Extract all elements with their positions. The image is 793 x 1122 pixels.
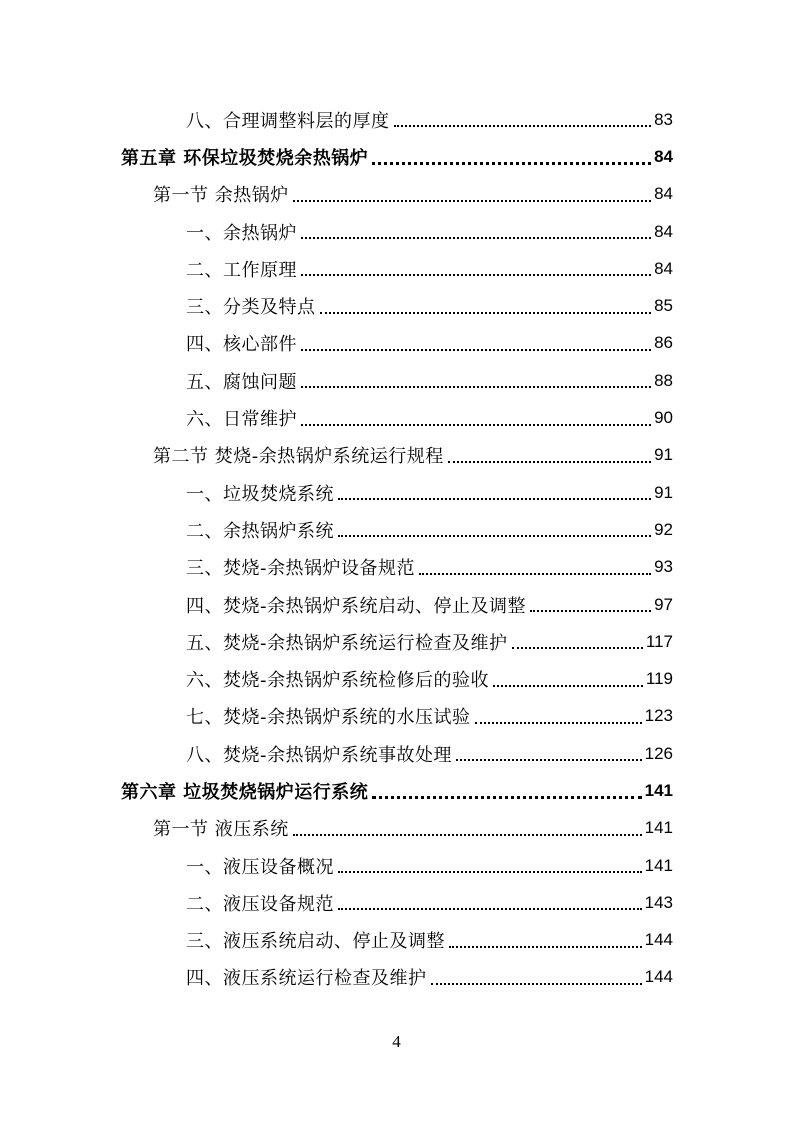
- dot-leader: [293, 833, 642, 836]
- dot-leader: [448, 460, 651, 463]
- toc-entry-label: 四、焚烧-余热锅炉系统启动、停止及调整: [186, 595, 526, 617]
- toc-entry-page-number: 86: [654, 333, 673, 353]
- dot-leader: [475, 721, 642, 724]
- toc-entry-item[interactable]: [0, 922, 673, 959]
- toc-entry-page-number: 84: [654, 258, 673, 278]
- toc-entry-section[interactable]: [0, 810, 673, 847]
- toc-entry-label: 一、垃圾焚烧系统: [186, 483, 334, 505]
- dot-leader: [419, 572, 651, 575]
- dot-leader: [338, 534, 651, 537]
- dot-leader: [394, 124, 652, 127]
- toc-entry-item[interactable]: [0, 549, 673, 586]
- toc-entry-page-number: 126: [644, 743, 673, 763]
- toc-entry-page-number: 93: [654, 557, 673, 577]
- toc-entry-label: 八、合理调整料层的厚度: [186, 110, 390, 132]
- toc-entry-label: 五、焚烧-余热锅炉系统运行检查及维护: [186, 632, 508, 654]
- toc-entry-page-number: 91: [654, 445, 673, 465]
- toc-entry-label: 七、焚烧-余热锅炉系统的水压试验: [186, 707, 471, 729]
- toc-entry-page-number: 143: [644, 892, 673, 912]
- toc-entry-page-number: 119: [645, 669, 673, 689]
- toc-entry-page-number: 92: [654, 519, 673, 539]
- toc-entry-item[interactable]: [0, 250, 673, 287]
- dot-leader: [512, 646, 643, 649]
- toc-entry-label: 第一节 余热锅炉: [153, 185, 289, 207]
- toc-entry-label: 三、分类及特点: [186, 297, 316, 319]
- toc-entry-item[interactable]: [0, 474, 673, 511]
- toc-entry-item[interactable]: [0, 847, 673, 884]
- toc-entry-label: 二、工作原理: [186, 259, 297, 281]
- dot-leader: [449, 945, 642, 948]
- toc-entry-label: 四、液压系统运行检查及维护: [186, 968, 427, 990]
- toc-entry-item[interactable]: [0, 101, 673, 138]
- toc-entry-item[interactable]: [0, 325, 673, 362]
- toc-entry-item[interactable]: [0, 586, 673, 623]
- page-number: 4: [392, 1032, 401, 1051]
- toc-entry-page-number: 90: [654, 408, 673, 428]
- toc-entry-page-number: 144: [644, 967, 673, 987]
- toc-entry-label: 四、核心部件: [186, 334, 297, 356]
- toc-entry-label: 第六章 垃圾焚烧锅炉运行系统: [121, 781, 369, 803]
- dot-leader: [372, 795, 641, 799]
- toc-entry-label: 八、焚烧-余热锅炉系统事故处理: [186, 744, 452, 766]
- toc-entry-page-number: 84: [654, 146, 673, 166]
- dot-leader: [301, 348, 651, 351]
- toc-entry-page-number: 141: [644, 855, 673, 875]
- toc-entry-page-number: 123: [644, 706, 673, 726]
- toc-entry-page-number: 84: [654, 184, 673, 204]
- dot-leader: [293, 199, 651, 202]
- toc-entry-item[interactable]: [0, 698, 673, 735]
- toc-entry-section[interactable]: [0, 437, 673, 474]
- toc-entry-page-number: 117: [645, 631, 673, 651]
- toc-entry-label: 三、液压系统启动、停止及调整: [186, 931, 445, 953]
- toc-entry-label: 第二节 焚烧-余热锅炉系统运行规程: [153, 446, 444, 468]
- dot-leader: [338, 870, 642, 873]
- toc-entry-item[interactable]: [0, 213, 673, 250]
- toc-entry-label: 六、日常维护: [186, 409, 297, 431]
- dot-leader: [301, 423, 651, 426]
- toc-entry-label: 五、腐蚀问题: [186, 371, 297, 393]
- toc-entry-label: 第五章 环保垃圾焚烧余热锅炉: [121, 147, 369, 169]
- toc-entry-page-number: 141: [644, 818, 673, 838]
- dot-leader: [493, 684, 643, 687]
- toc-entry-page-number: 88: [654, 370, 673, 390]
- dot-leader: [431, 982, 642, 985]
- toc-entry-label: 六、焚烧-余热锅炉系统检修后的验收: [186, 670, 489, 692]
- toc-entry-label: 三、焚烧-余热锅炉设备规范: [186, 558, 415, 580]
- toc-entry-item[interactable]: [0, 959, 673, 996]
- toc-entry-item[interactable]: [0, 287, 673, 324]
- toc-entry-item[interactable]: [0, 735, 673, 772]
- toc-entry-chapter[interactable]: [0, 772, 673, 809]
- toc-entry-label: 第一节 液压系统: [153, 819, 289, 841]
- toc-entry-chapter[interactable]: [0, 138, 673, 175]
- toc-entry-section[interactable]: [0, 176, 673, 213]
- dot-leader: [530, 609, 651, 612]
- dot-leader: [372, 161, 651, 165]
- toc-entry-item[interactable]: [0, 511, 673, 548]
- toc-entry-item[interactable]: [0, 362, 673, 399]
- dot-leader: [320, 311, 652, 314]
- toc-entry-page-number: 85: [654, 296, 673, 316]
- dot-leader: [338, 497, 651, 500]
- toc-entry-item[interactable]: [0, 660, 673, 697]
- dot-leader: [301, 273, 651, 276]
- toc-entry-item[interactable]: [0, 623, 673, 660]
- toc-entry-item[interactable]: [0, 399, 673, 436]
- toc-entry-label: 一、液压设备概况: [186, 856, 334, 878]
- toc-entry-page-number: 144: [644, 930, 673, 950]
- toc-entry-label: 一、余热锅炉: [186, 222, 297, 244]
- dot-leader: [338, 907, 642, 910]
- dot-leader: [301, 236, 651, 239]
- dot-leader: [301, 385, 651, 388]
- toc-entry-label: 二、液压设备规范: [186, 893, 334, 915]
- table-of-contents: [0, 101, 793, 996]
- toc-entry-item[interactable]: [0, 884, 673, 921]
- toc-entry-page-number: 141: [644, 780, 673, 800]
- toc-entry-page-number: 91: [654, 482, 673, 502]
- toc-entry-page-number: 84: [654, 221, 673, 241]
- toc-entry-page-number: 83: [654, 109, 673, 129]
- toc-entry-label: 二、余热锅炉系统: [186, 520, 334, 542]
- dot-leader: [456, 758, 642, 761]
- toc-entry-page-number: 97: [654, 594, 673, 614]
